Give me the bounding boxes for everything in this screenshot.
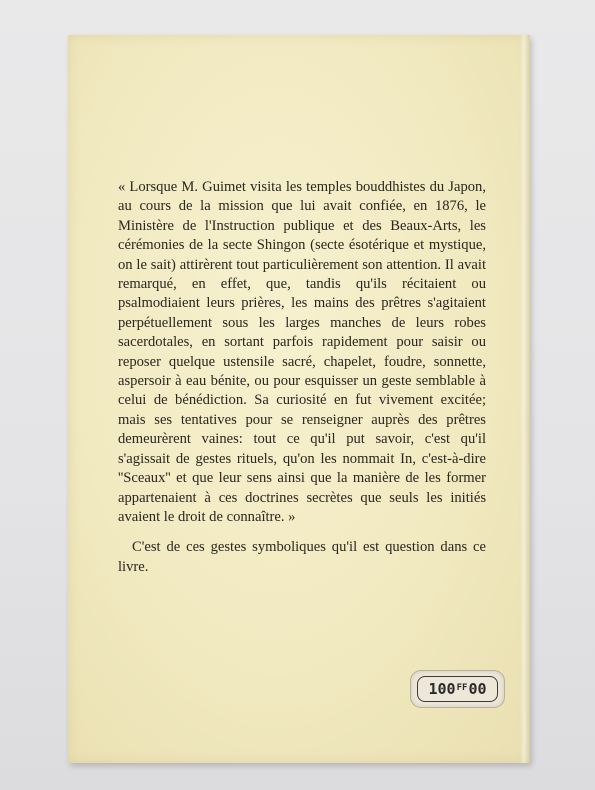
price-integer: 100 [428, 680, 456, 698]
blurb-paragraph-1: « Lorsque M. Guimet visita les temples bouddhistes du Japon, au cours de la mission que lui avait confiée, en 1876, le Ministère de l'Instruction publique et des Beaux-Arts, les cérémonies de la secte Shingon (secte ésotérique et mystique, on le sait) attirèrent tout particulièrement son attention. Il avait remarqué, en effet, que, tandis qu'ils récitaient ou psalmodiaient leurs prières, les mains des prêtres s'agitaient perpétuellement sous les larges manches de leurs robes sacerdotales, en sortant parfois rapidement pour saisir ou reposer quelque ustensile sacré, chapelet, foudre, sonnette, aspersoir à eau bénite, ou pour esquisser un geste semblable à celui de bénédiction. Sa curiosité en fut vivement excitée; mais ses tentatives pour se renseigner auprès des prêtres demeurèrent vaines: tout ce qu'il put savoir, c'est qu'il s'agissait de gestes rituels, qu'on les nommait In, c'est-à-dire ''Sceaux'' et que leur sens ainsi que la manière de les former appartenaient à ces doctrines secrètes que seuls les initiés avaient le droit de connaître. » [118, 179, 486, 525]
price-sticker [411, 671, 504, 707]
cover-edge [520, 35, 530, 763]
price-label [417, 676, 498, 702]
book-back-cover [68, 35, 530, 763]
blurb-paragraph-2: C'est de ces gestes symboliques qu'il est question dans ce livre. [118, 539, 486, 575]
price-cents: 00 [468, 680, 487, 698]
price-currency: FF [456, 683, 468, 693]
blurb-text [118, 178, 486, 577]
